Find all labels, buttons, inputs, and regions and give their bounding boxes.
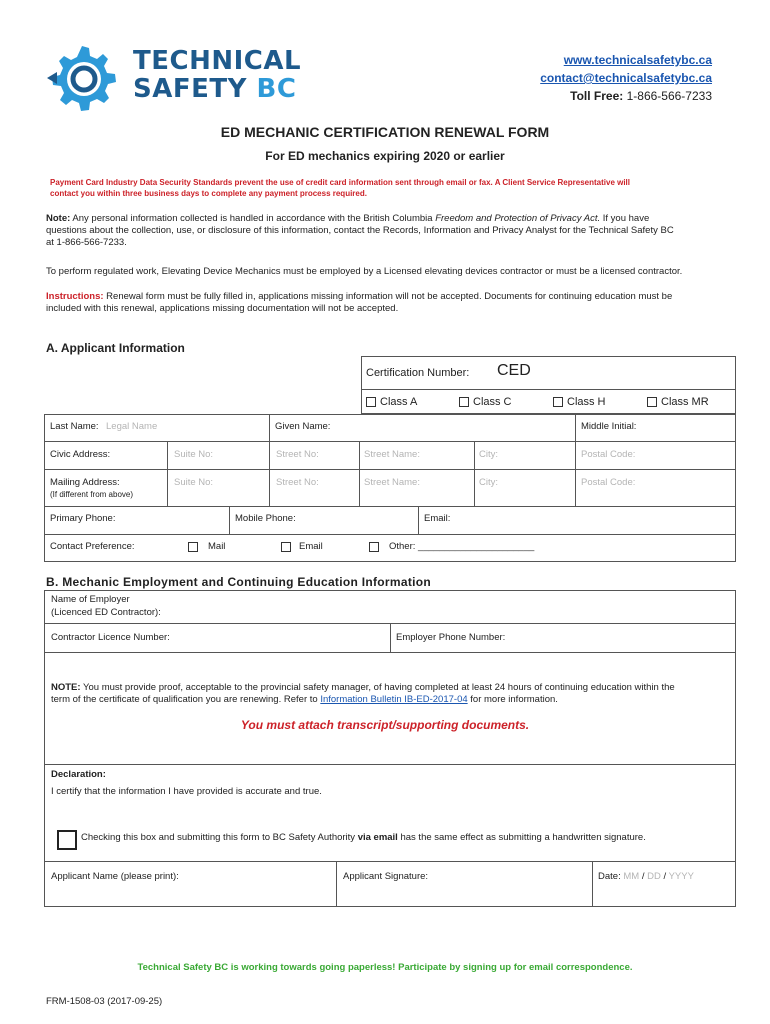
civic-postal-input[interactable]: Postal Code: — [581, 449, 636, 460]
logo — [40, 36, 310, 116]
class-h-label: Class H — [567, 396, 606, 408]
pref-other-label[interactable]: Other: ______________________ — [389, 541, 535, 552]
email-label: Email: — [424, 513, 451, 524]
date-field[interactable]: Date: MM / DD / YYYY — [598, 871, 694, 882]
form-subtitle: For ED mechanics expiring 2020 or earlier — [265, 149, 505, 163]
class-c-label: Class C — [473, 396, 512, 408]
logo-line1: TECHNICAL — [133, 46, 302, 76]
mailing-suite-input[interactable]: Suite No: — [174, 477, 214, 488]
declaration-heading: Declaration: — [51, 769, 106, 780]
mailing-street-name-input[interactable]: Street Name: — [364, 477, 420, 488]
employer-name-label-2: (Licenced ED Contractor): — [51, 607, 161, 618]
pref-email-checkbox[interactable] — [281, 542, 291, 552]
form-title: ED MECHANIC CERTIFICATION RENEWAL FORM — [220, 124, 550, 140]
gear-logo-icon — [42, 38, 122, 118]
applicant-info-table — [44, 414, 736, 562]
civic-address-label: Civic Address: — [50, 449, 111, 460]
toll-free-label: Toll Free: — [570, 89, 624, 103]
pref-mail-checkbox[interactable] — [188, 542, 198, 552]
certification-number-label: Certification Number: — [366, 367, 470, 379]
attach-documents-notice: You must attach transcript/supporting documents. — [240, 718, 530, 732]
logo-line2-safety: SAFETY — [133, 74, 247, 104]
email-link[interactable]: contact@technicalsafetybc.ca — [540, 71, 712, 85]
section-a-heading: A. Applicant Information — [46, 341, 185, 355]
applicant-name-label[interactable]: Applicant Name (please print): — [51, 871, 179, 882]
contractor-licence-label: Contractor Licence Number: — [51, 632, 170, 643]
employer-phone-label: Employer Phone Number: — [396, 632, 506, 643]
certification-number-value[interactable]: CED — [497, 362, 531, 379]
regulated-work-text: To perform regulated work, Elevating Device Mechanics must be employed by a Licensed elevating devices contractor or must be a licensed contractor. — [46, 266, 683, 277]
last-name-input[interactable]: Legal Name — [106, 421, 158, 432]
primary-phone-label: Primary Phone: — [50, 513, 116, 524]
mobile-phone-label: Mobile Phone: — [235, 513, 296, 524]
civic-street-no-input[interactable]: Street No: — [276, 449, 319, 460]
signature-checkbox-label: Checking this box and submitting this form to BC Safety Authority via email has the same effect as submitting a handwritten signature. — [81, 832, 646, 843]
signature-checkbox[interactable] — [57, 830, 77, 850]
applicant-signature-label[interactable]: Applicant Signature: — [343, 871, 429, 882]
info-bulletin-link[interactable]: Information Bulletin IB-ED-2017-04 — [320, 694, 468, 705]
instructions-text: Instructions: Renewal form must be fully filled in, applications missing information will not be accepted. Documents for continuing education must be included with this renewal, applications missing documentation will not be accepted. — [46, 291, 673, 314]
mailing-city-input[interactable]: City: — [479, 477, 498, 488]
employer-name-label: Name of Employer — [51, 594, 130, 605]
continuing-education-note: NOTE: You must provide proof, acceptable to the provincial safety manager, of having completed at least 24 hours of continuing education within the term of the certificate of qualification you are renewing. Refer to Information Bulletin IB-ED-2017-04 for more information. — [51, 682, 675, 705]
civic-city-input[interactable]: City: — [479, 449, 498, 460]
mailing-postal-input[interactable]: Postal Code: — [581, 477, 636, 488]
form-number: FRM-1508-03 (2017-09-25) — [46, 996, 163, 1007]
class-c-checkbox[interactable] — [459, 397, 469, 407]
class-h-checkbox[interactable] — [553, 397, 563, 407]
mailing-address-label: Mailing Address: — [50, 477, 120, 488]
pref-email-label: Email — [299, 541, 323, 552]
pref-other-checkbox[interactable] — [369, 542, 379, 552]
toll-free-number: 1-866-566-7233 — [626, 89, 712, 103]
civic-street-name-input[interactable]: Street Name: — [364, 449, 420, 460]
middle-initial-label: Middle Initial: — [581, 421, 637, 432]
given-name-label: Given Name: — [275, 421, 331, 432]
civic-suite-input[interactable]: Suite No: — [174, 449, 214, 460]
mailing-address-note: (If different from above) — [50, 490, 133, 499]
paperless-notice: Technical Safety BC is working towards going paperless! Participate by signing up for email correspondence. — [137, 962, 633, 973]
website-link[interactable]: www.technicalsafetybc.ca — [563, 53, 712, 67]
class-a-checkbox[interactable] — [366, 397, 376, 407]
section-b-heading: B. Mechanic Employment and Continuing Education Information — [46, 575, 432, 589]
logo-line2-bc: BC — [256, 74, 297, 104]
class-mr-label: Class MR — [661, 396, 709, 408]
class-mr-checkbox[interactable] — [647, 397, 657, 407]
pci-warning: Payment Card Industry Data Security Standards prevent the use of credit card information sent through email or fax. A Client Service Representative will contact you within three business days to complete any payment process required. — [50, 178, 631, 198]
privacy-note: Note: Any personal information collected is handled in accordance with the British Columbia Freedom and Protection of Privacy Act. If you have questions about the collection, use, or disclosure of this information, contact the Records, Information and Privacy Analyst for the Technical Safety BC at 1-866-566-7233. — [46, 213, 674, 248]
declaration-text: I certify that the information I have provided is accurate and true. — [51, 786, 322, 797]
contact-preference-label: Contact Preference: — [50, 541, 135, 552]
mailing-street-no-input[interactable]: Street No: — [276, 477, 319, 488]
last-name-label: Last Name: — [50, 421, 99, 432]
pref-mail-label: Mail — [208, 541, 226, 552]
class-a-label: Class A — [380, 396, 418, 408]
